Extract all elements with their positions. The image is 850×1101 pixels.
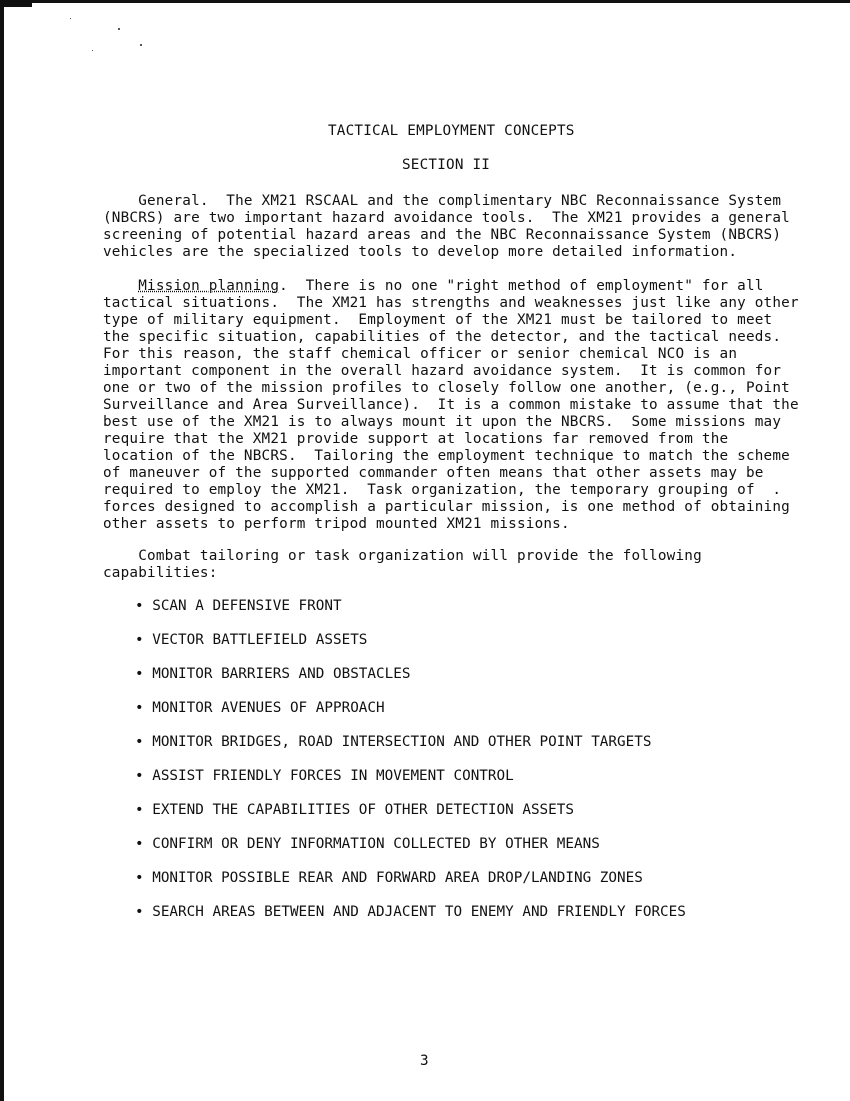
text-line: capabilities: <box>103 565 218 581</box>
combat-tailoring-paragraph <box>103 548 702 582</box>
bullet-icon: • <box>135 734 144 750</box>
capability-text: MONITOR AVENUES OF APPROACH <box>152 700 385 716</box>
scan-border-left <box>0 0 4 1101</box>
text-line: forces designed to accomplish a particular mission, is one method of obtaining <box>103 499 790 515</box>
text-line: one or two of the mission profiles to closely follow one another, (e.g., Point <box>103 380 790 396</box>
scan-corner-mark <box>0 0 32 7</box>
general-paragraph <box>103 193 790 261</box>
bullet-icon: • <box>135 632 144 648</box>
capability-text: ASSIST FRIENDLY FORCES IN MOVEMENT CONTROL <box>152 768 514 784</box>
capabilities-list <box>135 598 686 938</box>
text-line <box>103 278 799 295</box>
bullet-icon: • <box>135 666 144 682</box>
text-line: of maneuver of the supported commander often means that other assets may be <box>103 465 764 481</box>
section-heading: SECTION II <box>402 157 491 173</box>
scan-speck <box>140 44 142 46</box>
text-line: screening of potential hazard areas and the NBC Reconnaissance System (NBCRS) <box>103 227 782 243</box>
capability-list-item <box>135 700 686 734</box>
scan-speck <box>118 28 120 30</box>
capability-text: CONFIRM OR DENY INFORMATION COLLECTED BY OTHER MEANS <box>152 836 600 852</box>
text-line: For this reason, the staff chemical officer or senior chemical NCO is an <box>103 346 738 362</box>
capability-list-item <box>135 768 686 802</box>
text-line: best use of the XM21 is to always mount it upon the NBCRS. Some missions may <box>103 414 782 430</box>
text-line: other assets to perform tripod mounted XM21 missions. <box>103 516 570 532</box>
bullet-icon: • <box>135 870 144 886</box>
scan-speck <box>92 50 93 51</box>
capability-text: MONITOR POSSIBLE REAR AND FORWARD AREA DROP/LANDING ZONES <box>152 870 643 886</box>
capability-list-item <box>135 598 686 632</box>
text-line: the specific situation, capabilities of the detector, and the tactical needs. <box>103 329 782 345</box>
bullet-icon: • <box>135 768 144 784</box>
bullet-icon: • <box>135 904 144 920</box>
text-line: tactical situations. The XM21 has strengths and weaknesses just like any other <box>103 295 799 311</box>
bullet-icon: • <box>135 836 144 852</box>
text-line: (NBCRS) are two important hazard avoidance tools. The XM21 provides a general <box>103 210 790 226</box>
capability-text: EXTEND THE CAPABILITIES OF OTHER DETECTION ASSETS <box>152 802 574 818</box>
bullet-icon: • <box>135 598 144 614</box>
capability-list-item <box>135 802 686 836</box>
bullet-icon: • <box>135 700 144 716</box>
mission-planning-paragraph <box>103 278 799 533</box>
bullet-icon: • <box>135 802 144 818</box>
text-line: location of the NBCRS. Tailoring the employment technique to match the scheme <box>103 448 790 464</box>
capability-list-item <box>135 666 686 700</box>
page-number: 3 <box>420 1053 429 1069</box>
capability-text: MONITOR BARRIERS AND OBSTACLES <box>152 666 411 682</box>
document-title: TACTICAL EMPLOYMENT CONCEPTS <box>328 123 575 139</box>
capability-list-item <box>135 904 686 938</box>
text-line: required to employ the XM21. Task organization, the temporary grouping of . <box>103 482 782 498</box>
text-line: require that the XM21 provide support at locations far removed from the <box>103 431 729 447</box>
text-span: . There is no one "right method of employment" for all <box>279 278 764 294</box>
text-line: General. The XM21 RSCAAL and the complimentary NBC Reconnaissance System <box>103 193 782 209</box>
capability-text: SEARCH AREAS BETWEEN AND ADJACENT TO ENEMY AND FRIENDLY FORCES <box>152 904 686 920</box>
text-line: Surveillance and Area Surveillance). It is a common mistake to assume that the <box>103 397 799 413</box>
capability-list-item <box>135 734 686 768</box>
text-line: vehicles are the specialized tools to develop more detailed information. <box>103 244 738 260</box>
mission-planning-heading: Mission planning <box>138 278 280 294</box>
text-line: important component in the overall hazard avoidance system. It is common for <box>103 363 782 379</box>
capability-text: VECTOR BATTLEFIELD ASSETS <box>152 632 368 648</box>
capability-list-item <box>135 870 686 904</box>
text-line: type of military equipment. Employment of the XM21 must be tailored to meet <box>103 312 773 328</box>
scan-border-top <box>0 0 850 3</box>
capability-text: SCAN A DEFENSIVE FRONT <box>152 598 342 614</box>
capability-list-item <box>135 632 686 666</box>
capability-list-item <box>135 836 686 870</box>
capability-text: MONITOR BRIDGES, ROAD INTERSECTION AND OTHER POINT TARGETS <box>152 734 652 750</box>
scan-speck <box>70 18 71 19</box>
text-line: Combat tailoring or task organization will provide the following <box>103 548 702 564</box>
